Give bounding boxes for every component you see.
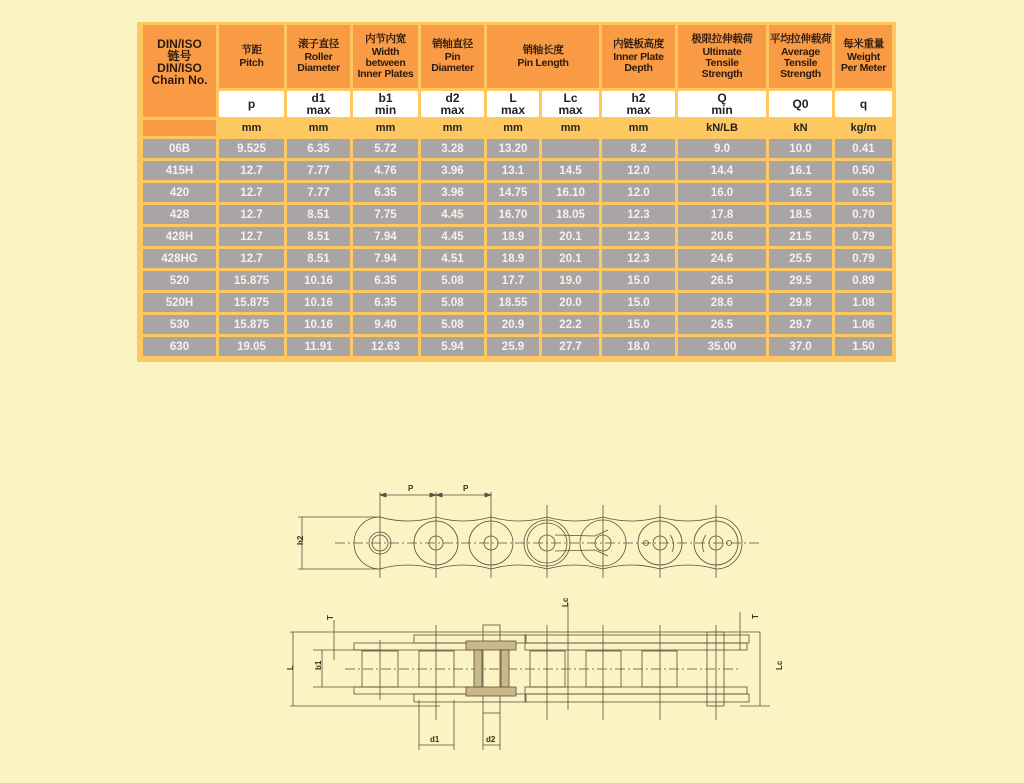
value-cell: 18.05 — [542, 205, 599, 224]
value-cell: 14.4 — [678, 161, 766, 180]
value-cell: 15.875 — [219, 271, 284, 290]
l-label: L — [286, 665, 295, 670]
value-cell: 29.7 — [769, 315, 832, 334]
value-cell: 18.55 — [487, 293, 539, 312]
value-cell: 12.7 — [219, 249, 284, 268]
value-cell: 15.0 — [602, 315, 675, 334]
b1-label: b1 — [314, 660, 323, 670]
value-cell: 19.0 — [542, 271, 599, 290]
value-cell: 6.35 — [287, 139, 350, 158]
value-cell: 16.10 — [542, 183, 599, 202]
value-cell: 4.45 — [421, 205, 484, 224]
symbol-cell: Lc max — [542, 91, 599, 117]
value-cell: 15.0 — [602, 293, 675, 312]
col-header-pitch: 节距 Pitch — [219, 25, 284, 88]
value-cell: 16.1 — [769, 161, 832, 180]
col-header-inner-width: 内节内宽 Width between Inner Plates — [353, 25, 418, 88]
value-cell: 16.70 — [487, 205, 539, 224]
pitch-label: P — [463, 484, 469, 493]
value-cell: 1.50 — [835, 337, 892, 356]
chain-no-cell: 420 — [143, 183, 216, 202]
value-cell: 19.05 — [219, 337, 284, 356]
value-cell: 0.55 — [835, 183, 892, 202]
value-cell: 12.7 — [219, 227, 284, 246]
value-cell: 5.08 — [421, 315, 484, 334]
value-cell: 0.79 — [835, 249, 892, 268]
pitch-label: P — [408, 484, 414, 493]
value-cell: 26.5 — [678, 271, 766, 290]
top-view-labels — [286, 597, 784, 744]
col-header-weight: 每米重量 Weight Per Meter — [835, 25, 892, 88]
symbol-cell: Q min — [678, 91, 766, 117]
unit-cell: kN — [769, 120, 832, 136]
chain-no-cell: 06B — [143, 139, 216, 158]
value-cell: 8.51 — [287, 205, 350, 224]
chain-no-cell: 530 — [143, 315, 216, 334]
lc-label: Lc — [775, 660, 784, 670]
chain-header-line: DIN/ISO — [157, 37, 202, 51]
value-cell: 9.525 — [219, 139, 284, 158]
value-cell: 0.50 — [835, 161, 892, 180]
chain-header-line: DIN/ISO — [157, 61, 202, 75]
col-header-roller-diameter: 滚子直径 Roller Diameter — [287, 25, 350, 88]
value-cell: 35.00 — [678, 337, 766, 356]
value-cell: 7.77 — [287, 183, 350, 202]
chain-no-cell: 428HG — [143, 249, 216, 268]
value-cell: 15.0 — [602, 271, 675, 290]
value-cell: 7.77 — [287, 161, 350, 180]
value-cell: 15.875 — [219, 315, 284, 334]
value-cell: 20.9 — [487, 315, 539, 334]
side-view — [298, 492, 760, 578]
unit-cell: mm — [542, 120, 599, 136]
value-cell: 18.5 — [769, 205, 832, 224]
symbol-cell: h2 max — [602, 91, 675, 117]
chain-no-cell: 520H — [143, 293, 216, 312]
value-cell: 10.16 — [287, 293, 350, 312]
value-cell: 17.7 — [487, 271, 539, 290]
unit-cell: mm — [487, 120, 539, 136]
value-cell: 13.20 — [487, 139, 539, 158]
value-cell: 5.72 — [353, 139, 418, 158]
value-cell: 3.96 — [421, 161, 484, 180]
value-cell: 13.1 — [487, 161, 539, 180]
value-cell: 20.6 — [678, 227, 766, 246]
value-cell: 17.8 — [678, 205, 766, 224]
col-header-average-tensile: 平均拉伸载荷 Average Tensile Strength — [769, 25, 832, 88]
value-cell: 12.3 — [602, 205, 675, 224]
unit-cell: mm — [287, 120, 350, 136]
value-cell: 18.9 — [487, 249, 539, 268]
unit-cell: mm — [219, 120, 284, 136]
chain-header-line: Chain No. — [151, 73, 208, 87]
value-cell: 0.89 — [835, 271, 892, 290]
value-cell: 15.875 — [219, 293, 284, 312]
value-cell: 27.7 — [542, 337, 599, 356]
value-cell: 6.35 — [353, 293, 418, 312]
symbol-cell: d1 max — [287, 91, 350, 117]
value-cell: 12.3 — [602, 249, 675, 268]
value-cell: 5.94 — [421, 337, 484, 356]
symbol-cell: p — [219, 91, 284, 117]
col-header-pin-length: 销轴长度 Pin Length — [487, 25, 599, 88]
value-cell: 25.5 — [769, 249, 832, 268]
value-cell: 9.40 — [353, 315, 418, 334]
value-cell: 4.45 — [421, 227, 484, 246]
value-cell: 10.0 — [769, 139, 832, 158]
value-cell: 9.0 — [678, 139, 766, 158]
value-cell: 28.6 — [678, 293, 766, 312]
value-cell: 14.75 — [487, 183, 539, 202]
value-cell: 8.51 — [287, 249, 350, 268]
value-cell: 10.16 — [287, 271, 350, 290]
value-cell: 14.5 — [542, 161, 599, 180]
value-cell: 12.7 — [219, 205, 284, 224]
value-cell: 0.70 — [835, 205, 892, 224]
lc-label: Lc — [561, 597, 570, 607]
value-cell: 7.75 — [353, 205, 418, 224]
value-cell: 4.76 — [353, 161, 418, 180]
symbol-cell: q — [835, 91, 892, 117]
col-header-pin-diameter: 销轴直径 Pin Diameter — [421, 25, 484, 88]
value-cell: 29.5 — [769, 271, 832, 290]
symbol-cell: b1 min — [353, 91, 418, 117]
chain-no-cell: 415H — [143, 161, 216, 180]
value-cell: 20.0 — [542, 293, 599, 312]
value-cell: 20.1 — [542, 227, 599, 246]
value-cell: 12.3 — [602, 227, 675, 246]
value-cell: 3.28 — [421, 139, 484, 158]
side-view-labels — [296, 484, 469, 545]
t-label: T — [751, 614, 760, 619]
value-cell: 7.94 — [353, 249, 418, 268]
value-cell: 26.5 — [678, 315, 766, 334]
value-cell: 5.08 — [421, 293, 484, 312]
value-cell: 6.35 — [353, 183, 418, 202]
t-label: T — [326, 615, 335, 620]
value-cell: 12.7 — [219, 183, 284, 202]
value-cell: 4.51 — [421, 249, 484, 268]
d2-label: d2 — [486, 735, 496, 744]
value-cell: 0.41 — [835, 139, 892, 158]
chain-no-cell: 520 — [143, 271, 216, 290]
col-header-inner-plate-depth: 内链板高度 Inner Plate Depth — [602, 25, 675, 88]
value-cell: 3.96 — [421, 183, 484, 202]
value-cell: 8.2 — [602, 139, 675, 158]
value-cell: 1.08 — [835, 293, 892, 312]
value-cell: 16.0 — [678, 183, 766, 202]
symbol-cell: L max — [487, 91, 539, 117]
value-cell: 12.63 — [353, 337, 418, 356]
symbol-cell: d2 max — [421, 91, 484, 117]
value-cell: 8.51 — [287, 227, 350, 246]
chain-no-cell: 428H — [143, 227, 216, 246]
value-cell: 24.6 — [678, 249, 766, 268]
value-cell: 22.2 — [542, 315, 599, 334]
value-cell: 12.7 — [219, 161, 284, 180]
value-cell: 25.9 — [487, 337, 539, 356]
unit-cell: kg/m — [835, 120, 892, 136]
value-cell: 18.0 — [602, 337, 675, 356]
value-cell: 0.79 — [835, 227, 892, 246]
symbol-cell: Q0 — [769, 91, 832, 117]
value-cell: 29.8 — [769, 293, 832, 312]
value-cell: 1.06 — [835, 315, 892, 334]
unit-cell: kN/LB — [678, 120, 766, 136]
value-cell: 16.5 — [769, 183, 832, 202]
chain-header-line: 链号 — [167, 49, 192, 63]
value-cell: 37.0 — [769, 337, 832, 356]
value-cell: 6.35 — [353, 271, 418, 290]
top-view — [290, 603, 770, 750]
value-cell: 12.0 — [602, 161, 675, 180]
value-cell: 18.9 — [487, 227, 539, 246]
col-header-ultimate-tensile: 极限拉伸载荷 Ultimate Tensile Strength — [678, 25, 766, 88]
value-cell: 21.5 — [769, 227, 832, 246]
value-cell: 7.94 — [353, 227, 418, 246]
value-cell: 11.91 — [287, 337, 350, 356]
value-cell: 5.08 — [421, 271, 484, 290]
unit-cell: mm — [602, 120, 675, 136]
chain-no-cell: 428 — [143, 205, 216, 224]
chain-no-cell: 630 — [143, 337, 216, 356]
h2-label: h2 — [296, 535, 305, 545]
value-cell: 20.1 — [542, 249, 599, 268]
value-cell: 10.16 — [287, 315, 350, 334]
unit-cell: mm — [421, 120, 484, 136]
value-cell: 12.0 — [602, 183, 675, 202]
d1-label: d1 — [430, 735, 440, 744]
unit-cell: mm — [353, 120, 418, 136]
